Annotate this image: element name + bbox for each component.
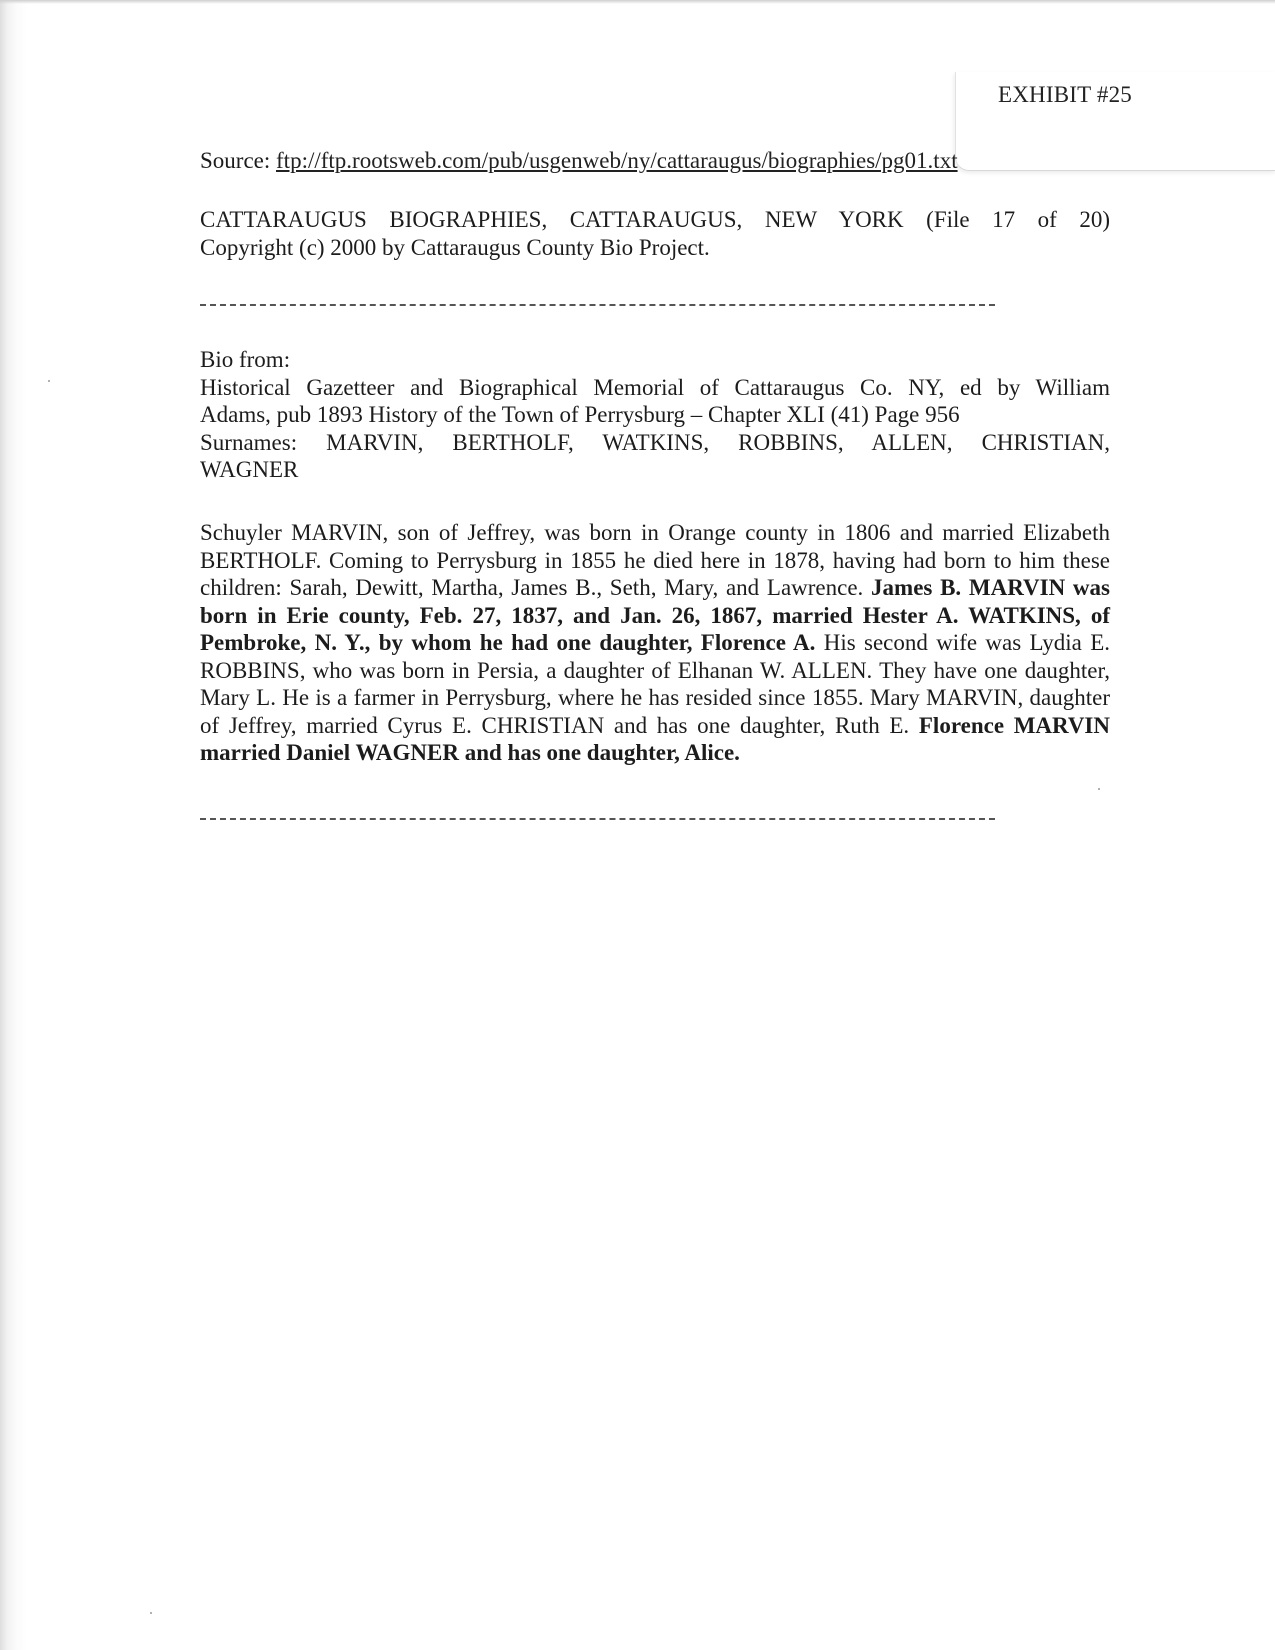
source-label: Source: xyxy=(200,148,271,173)
biography-bold-1: James B. MARVIN was born in Erie county, Feb. 27, 1837, and Jan. 26, 1867, married Hester A. WATKINS, of Pembroke, N. Y., by whom he had one daughter, Florence A. xyxy=(200,575,1110,655)
scan-speck xyxy=(48,380,50,382)
scan-top-edge xyxy=(0,0,1275,4)
divider-top xyxy=(200,304,995,306)
biography-text xyxy=(200,519,1110,767)
source-line xyxy=(200,148,1045,174)
source-link[interactable]: ftp://ftp.rootsweb.com/pub/usgenweb/ny/cattaraugus/biographies/pg01.txt xyxy=(276,148,958,173)
scan-speck xyxy=(150,1612,152,1614)
bio-from-label: Bio from: xyxy=(200,347,291,372)
header-copyright: Copyright (c) 2000 by Cattaraugus County Bio Project. xyxy=(200,235,710,260)
exhibit-label: EXHIBIT #25 xyxy=(998,82,1133,107)
bio-from-section xyxy=(200,346,1110,484)
biography-part-1: Schuyler MARVIN, son of Jeffrey, was born in Orange county in 1806 and married Elizabeth BERTHOLF. Coming to Perrysburg in 1855 he died here in 1878, having had born to him these children: Sarah, Dewitt, Martha, James B., Seth, Mary, and Lawrence. xyxy=(200,520,1110,600)
bio-from-line-4: WAGNER xyxy=(200,457,299,482)
bio-from-line-2: Adams, pub 1893 History of the Town of Perrysburg – Chapter XLI (41) Page 956 xyxy=(200,402,960,427)
biography-bold-2: Florence MARVIN married Daniel WAGNER and has one daughter, Alice. xyxy=(200,712,1110,765)
document-header xyxy=(200,206,1110,262)
biography-part-2: His second wife was Lydia E. ROBBINS, who was born in Persia, a daughter of Elhanan W. ALLEN. They have one daughter, Mary L. He is a farmer in Perrysburg, where he has resided since 1855. Mary MARVIN, daughter of Jeffrey, married Cyrus E. CHRISTIAN and has one daughter, Ruth E. xyxy=(200,630,1111,738)
scan-speck xyxy=(1098,788,1100,790)
bio-from-line-1: Historical Gazetteer and Biographical Memorial of Cattaraugus Co. NY, ed by William xyxy=(200,374,1110,400)
divider-bottom xyxy=(200,818,995,820)
bio-from-surnames: Surnames: MARVIN, BERTHOLF, WATKINS, ROBBINS, ALLEN, CHRISTIAN, xyxy=(200,429,1110,455)
header-title: CATTARAUGUS BIOGRAPHIES, CATTARAUGUS, NEW YORK (File 17 of 20) xyxy=(200,207,1110,232)
